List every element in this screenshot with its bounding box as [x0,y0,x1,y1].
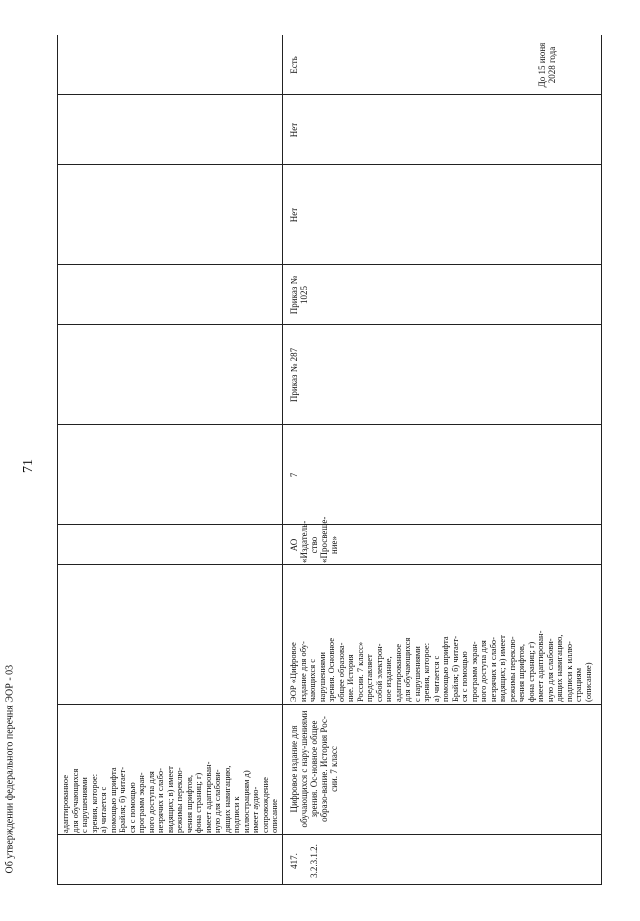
description-line: фона страниц; г) [193,772,203,833]
description-line: страциям [573,668,583,702]
row-flag-a: Нет [289,207,299,223]
description-line: режимы переклю- [174,767,184,833]
row-order-1: Приказ № 287 [289,347,299,403]
description-line: видящих; в) имеет [164,766,175,833]
description-line: ное издание, [383,656,393,702]
col-divider [57,164,602,165]
description-line: для обучающихся [402,637,412,702]
description-line: (описание) [582,662,593,702]
description-line: помощью шрифта [107,767,118,833]
description-line: ние. История [345,654,355,702]
continued-description [61,707,281,833]
description-line: адаптированное [60,775,70,833]
description-line: чения шрифтов, [516,643,526,702]
description-line: представляет [364,654,374,702]
table-sheet [57,5,602,885]
description-line: зрения. Основное [326,637,336,702]
description-line: для обучающихся [69,768,80,833]
col-divider [57,884,602,885]
description-line: ЭОР «Цифровое [288,642,298,702]
description-line: адаптированное [392,644,403,702]
col-divider [57,264,602,265]
row-flag-b: Нет [289,122,299,138]
row-description [288,568,593,702]
description-line: нарушениями [316,652,327,702]
row-publisher: АО «Издатель-ство «Просвеще-ние» [289,516,339,563]
table-bottom-border [601,35,602,885]
row-deadline: До 15 июня 2028 года [537,42,557,88]
description-line: ся с помощью [459,651,469,702]
description-line: помощью шрифта [440,636,450,702]
description-line: дящих навигацию, [221,765,232,833]
description-line: имеет адаптирован- [535,630,545,702]
description-line: ного доступа для [478,640,488,702]
row-code: 3.2.3.1.2. [309,844,319,878]
row-separator [282,35,283,885]
description-line: с нарушениями [79,777,89,833]
description-line: издание для обу- [297,641,308,702]
row-number: 417. [289,853,299,869]
page-number: 71 [21,459,36,473]
col-divider [57,564,602,565]
description-line: описание [269,799,279,833]
description-line: зрения, которое: [88,773,99,833]
row-flag-c: Есть [289,56,299,74]
description-line: ную для слабови- [212,769,222,833]
description-line: Брайля; б) читает- [117,766,127,833]
description-line: ного доступа для [145,771,156,833]
description-line: режимы переклю- [506,636,517,702]
description-line: чающихся с [307,658,317,702]
description-line: незрячих и слабо- [155,767,165,833]
row-grade: 7 [289,472,299,478]
description-line: а) читается с [430,655,441,702]
description-line: имеет адаптирован- [202,761,213,833]
description-line: фона страниц; г) [525,641,536,702]
document-footer: Об утверждении федерального перечня ЭОР - 03 [4,664,16,874]
table-top-border [57,35,58,885]
col-divider [57,524,602,525]
description-line: России. 7 класс» [354,641,365,702]
description-line: сопровождение [259,777,270,833]
description-line: подписи к иллю- [563,641,574,702]
description-line: видящих; в) имеет [497,635,507,702]
description-line: общее образова- [335,642,346,702]
description-line: подписи к [231,796,241,833]
description-line: зрения, которое: [421,642,431,702]
col-divider [57,834,602,835]
col-divider [57,94,602,95]
description-line: иллюстрациям д) [240,770,251,833]
description-line: а) читается с [98,786,108,833]
description-line: дящих навигацию, [554,634,564,702]
description-line: ную для слабови- [544,638,555,702]
row-order-2: Приказ № 1025 [289,275,309,315]
row-title: Цифровое издание для обучающихся с нару-шениями зрения. Ос-новное общее образо-вание. История Рос-сии. 7 класс [289,710,339,828]
col-divider [57,424,602,425]
description-line: ся с помощью [126,782,137,833]
description-line: незрячих и слабо- [487,636,498,702]
description-line: программ экран- [468,641,479,702]
description-line: имеет аудио- [250,786,260,833]
description-line: Брайля; б) читает- [449,635,460,702]
description-line: собой электрон- [373,643,384,702]
col-divider [57,704,602,705]
description-line: чения шрифтов, [183,774,194,833]
description-line: с нарушениями [411,646,422,702]
col-divider [57,324,602,325]
description-line: программ экран- [136,772,146,833]
